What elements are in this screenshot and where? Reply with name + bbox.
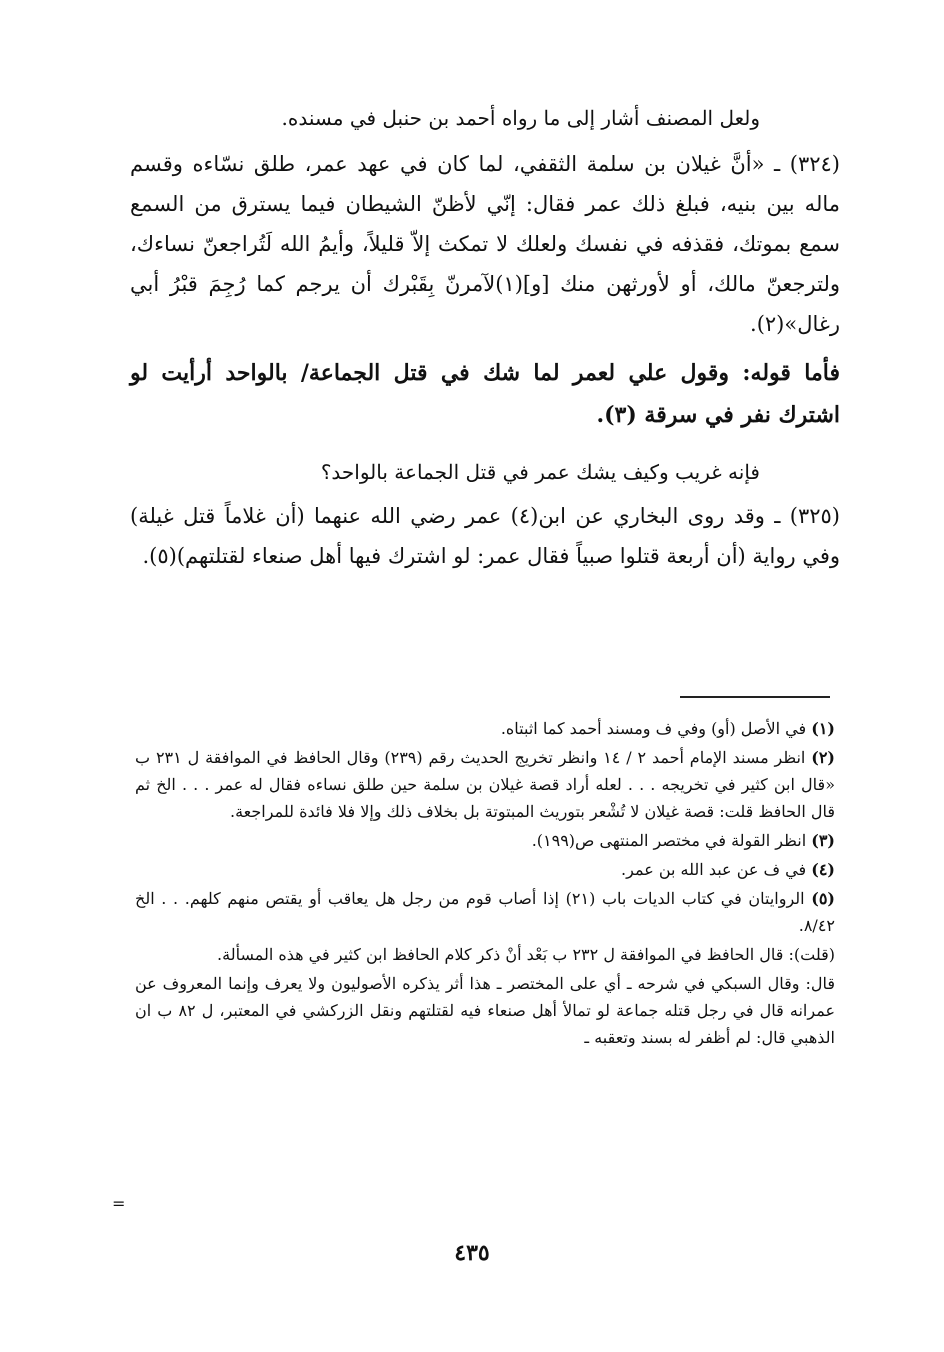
intro-paragraph: ولعل المصنف أشار إلى ما رواه أحمد بن حنبل في مسنده. [281, 106, 760, 130]
footnote-2: (٢) انظر مسند الإمام أحمد ٢ / ١٤ وانظر تخريج الحديث رقم (٢٣٩) وقال الحافظ في الموافقة ل ٢٣١ ب «قال ابن كثير في تخريجه . . . لعله أراد قصة غيلان بن سلمة حين طلق نساءه فقال له عمر . . . الخ ثم قال الحافظ قلت: قصة غيلان لا تُشْعر بتوريث المبتوتة بل بخلاف ذلك وإلا فلا فائدة للمراجعة. [135, 748, 835, 821]
hadith-324-paragraph: (٣٢٤) ـ «أنَّ غيلان بن سلمة الثقفي، لما كان في عهد عمر، طلق نسّاءه وقسم ماله بين بنيه، فبلغ ذلك عمر فقال: إنّي لأظنّ الشيطان فيما يسترق من السمع سمع بموتك، فقذفه في نفسك ولعلك لا تمكث إلاّ قليلاً، وأيمُ الله لَتُراجعنّ نساءك، ولترجعنّ مالك، أو لأورثهن منك [و](١)لآمرنّ بِقَبْرك أن يرجم كما رُجِمَ قبْرُ أبي رغال»(٢). [130, 152, 841, 336]
footnote-5-continuation: قال: وقال السبكي في شرحه ـ أي على المختصر ـ هذا أثر يذكره الأصوليون ولا يعرف وإنما المعروف عن عمرانه قال في رجل قتله جماعة لو تمالأ أهل صنعاء فيه لقتلتهم ونقل الزركشي في المعتبر، ل ٨٢ ب ان الذهبي قال: لم أظفر له بسند وتعقبه ـ [135, 974, 835, 1047]
footnote-3: (٣) انظر القولة في مختصر المنتهى ص(١٩٩). [531, 831, 835, 850]
footnote-divider [680, 696, 830, 698]
quoted-statement: فأما قوله: وقول علي لعمر لما شك في قتل الجماعة/ بالواحد أرأيت لو اشترك نفر في سرقة (٣). [130, 360, 840, 428]
main-text [130, 100, 840, 576]
footnote-1: (١) في الأصل (أو) وفي ف ومسند أحمد كما اثبتاه. [500, 719, 835, 738]
continuation-mark: = [112, 1194, 126, 1213]
footnote-5-addendum: (قلت): قال الحافظ في الموافقة ل ٢٣٢ ب بَعْد أنْ ذكر كلام الحافظ ابن كثير في هذه المسألة. [217, 945, 835, 964]
page-number: ٤٣٥ [454, 1240, 490, 1266]
footnotes [135, 715, 835, 1053]
footnote-4: (٤) في ف عن عبد الله بن عمر. [621, 860, 835, 879]
hadith-325-paragraph: (٣٢٥) ـ وقد روى البخاري عن ابن(٤) عمر رضي الله عنهما (أن غلاماً قتل غيلة) وفي رواية (أن أربعة قتلوا صبياً فقال عمر: لو اشترك فيها أهل صنعاء لقتلتهم)(٥). [130, 504, 840, 568]
footnote-5: (٥) الروايتان في كتاب الديات باب (٢١) إذا أصاب قوم من رجل هل يعاقب أو يقتص منهم كلهم. . . الخ ٨/٤٢. [135, 889, 835, 935]
commentary-paragraph: فإنه غريب وكيف يشك عمر في قتل الجماعة بالواحد؟ [320, 460, 760, 484]
